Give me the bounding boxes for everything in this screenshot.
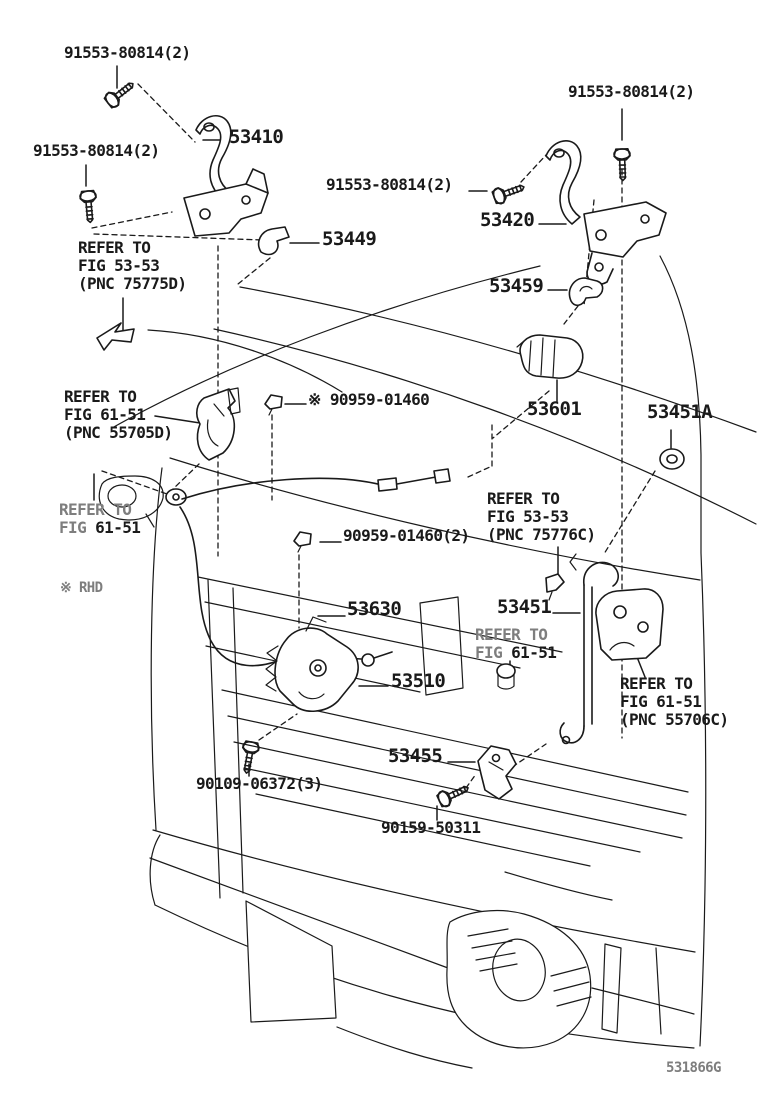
note-rhd: [60, 580, 102, 596]
refer-fig-53-53-75776c-line: [487, 508, 595, 526]
striker-55706c: [596, 589, 663, 660]
figure-code: [666, 1060, 721, 1076]
figure-code-line: [666, 1060, 721, 1076]
part-label-53459: [489, 276, 543, 297]
part-label-53420-line: [480, 210, 534, 231]
part-label-53410-line: [229, 127, 283, 148]
part-label-53451: [497, 597, 551, 618]
refer-fig-61-51-center-text: REFER TO: [475, 625, 548, 644]
bolt-label-90109-text: 90109-06372(3): [196, 774, 323, 793]
clip-90959-2: [294, 532, 311, 552]
part-label-53420-text: 53420: [480, 209, 535, 231]
bolt-label-91553-center-line: [326, 176, 452, 194]
refer-fig-61-51-55705d-text: REFER TO: [64, 387, 137, 406]
note-rhd-line: [60, 580, 102, 596]
refer-fig-61-51-left-line: [59, 501, 140, 519]
lever-53455: [478, 746, 516, 799]
bolt-label-91553-top-right-line: [568, 83, 694, 101]
refer-fig-61-51-55706c: [620, 675, 728, 729]
license-plate-recess: [246, 901, 336, 1022]
screw-label-90159-text: 90159-50311: [381, 818, 481, 837]
part-label-53455-text: 53455: [388, 745, 443, 767]
refer-fig-53-53-75775d-text: FIG 53-53: [78, 256, 160, 275]
part-label-53630: [347, 599, 401, 620]
part-label-53420: [480, 210, 534, 231]
part-label-53451a-text: 53451A: [647, 401, 713, 423]
refer-fig-61-51-55706c-text: (PNC 55706C): [620, 710, 729, 729]
bolt-label-91553-top-right-text: 91553-80814(2): [568, 82, 695, 101]
refer-fig-61-51-left-line: [59, 519, 140, 537]
part-label-53510-line: [391, 671, 445, 692]
note-rhd-text: ※ RHD: [60, 580, 103, 596]
bolt-label-91553-center-text: 91553-80814(2): [326, 175, 453, 194]
bolt-label-91553-top-left-line: [64, 44, 190, 62]
bolt-label-90109-line: [196, 775, 322, 793]
bolt-label-91553-center: [326, 176, 452, 194]
part-label-53451-line: [497, 597, 551, 618]
part-label-53601-text: 53601: [527, 398, 582, 420]
hood-hinge-rh-53420: [546, 141, 666, 284]
bolt-label-91553-left: [33, 142, 159, 160]
part-label-53630-line: [347, 599, 401, 620]
cowl-clip-75775d: [97, 323, 134, 350]
refer-fig-53-53-75775d-line: [78, 275, 186, 293]
part-label-53510-text: 53510: [391, 670, 446, 692]
part-label-53455-line: [388, 746, 442, 767]
refer-fig-53-53-75776c-text: FIG 53-53: [487, 507, 569, 526]
refer-fig-61-51-left-text: 61-51: [95, 518, 141, 537]
clip-label-90959-2-text: 90959-01460(2): [343, 526, 470, 545]
screw-label-90159: [381, 819, 480, 837]
lock-cylinder-53601: [517, 335, 583, 378]
headlamp-bracket-55705d: [197, 388, 240, 460]
part-label-53449-line: [322, 229, 376, 250]
refer-fig-53-53-75775d: [78, 239, 186, 293]
part-label-53601-line: [527, 399, 581, 420]
refer-fig-61-51-55706c-text: REFER TO: [620, 674, 693, 693]
part-label-53455: [388, 746, 442, 767]
part-label-53510: [391, 671, 445, 692]
refer-fig-61-51-55705d-line: [64, 424, 172, 442]
refer-fig-61-51-55705d-line: [64, 406, 172, 424]
clip-label-90959-rhd-text: ※ 90959-01460: [308, 390, 430, 409]
hook-53459: [569, 278, 602, 305]
refer-fig-53-53-75776c-line: [487, 526, 595, 544]
clip-label-90959-2: [343, 527, 469, 545]
bolt-label-91553-top-left: [64, 44, 190, 62]
fog-lamp: [447, 911, 591, 1048]
refer-fig-61-51-55705d-line: [64, 388, 172, 406]
figure-code-text: 531866G: [666, 1060, 721, 1076]
part-label-53459-line: [489, 276, 543, 297]
refer-fig-53-53-75775d-text: REFER TO: [78, 238, 151, 257]
clip-label-90959-rhd-line: [308, 391, 429, 409]
refer-fig-53-53-75776c-text: REFER TO: [487, 489, 560, 508]
part-label-53449-text: 53449: [322, 228, 377, 250]
bolt-label-91553-top-right: [568, 83, 694, 101]
part-label-53459-text: 53459: [489, 275, 544, 297]
refer-fig-61-51-55705d-text: (PNC 55705D): [64, 423, 173, 442]
refer-fig-53-53-75776c-text: (PNC 75776C): [487, 525, 596, 544]
screw-90159: [436, 781, 471, 809]
part-label-53449: [322, 229, 376, 250]
screw-label-90159-line: [381, 819, 480, 837]
front-bumper: [150, 830, 695, 1068]
refer-fig-53-53-75775d-line: [78, 239, 186, 257]
bolt-label-91553-top-left-text: 91553-80814(2): [64, 43, 191, 62]
part-label-53410: [229, 127, 283, 148]
refer-fig-61-51-55706c-line: [620, 675, 728, 693]
part-label-53451-text: 53451: [497, 596, 552, 618]
refer-fig-61-51-55706c-line: [620, 711, 728, 729]
refer-fig-61-51-55706c-text: FIG 61-51: [620, 692, 702, 711]
refer-fig-61-51-left-text: REFER TO: [59, 500, 132, 519]
bolt-label-91553-left-text: 91553-80814(2): [33, 141, 160, 160]
bolt-label-90109: [196, 775, 322, 793]
refer-fig-61-51-left: [59, 501, 140, 537]
refer-fig-53-53-75775d-line: [78, 257, 186, 275]
refer-fig-61-51-55706c-line: [620, 693, 728, 711]
part-label-53601: [527, 399, 581, 420]
part-label-53410-text: 53410: [229, 126, 284, 148]
part-label-53451a-line: [647, 402, 712, 423]
clip-53449: [259, 227, 289, 255]
refer-fig-61-51-55705d: [64, 388, 172, 442]
clip-label-90959-2-line: [343, 527, 469, 545]
grommet-center: [497, 664, 515, 689]
clip-90959-1: [265, 395, 282, 415]
refer-fig-61-51-center-text: FIG: [475, 643, 512, 662]
refer-fig-61-51-55705d-text: FIG 61-51: [64, 405, 146, 424]
part-label-53630-text: 53630: [347, 598, 402, 620]
refer-fig-53-53-75776c: [487, 490, 595, 544]
refer-fig-61-51-center: [475, 626, 556, 662]
vehicle-body-outline: [112, 256, 756, 1046]
refer-fig-53-53-75775d-text: (PNC 75775D): [78, 274, 187, 293]
grommet-53451a: [660, 449, 684, 469]
refer-fig-61-51-center-line: [475, 644, 556, 662]
bolt-label-91553-left-line: [33, 142, 159, 160]
refer-fig-53-53-75776c-line: [487, 490, 595, 508]
refer-fig-61-51-center-text: 61-51: [511, 643, 557, 662]
refer-fig-61-51-center-line: [475, 626, 556, 644]
clip-label-90959-rhd: [308, 391, 429, 409]
refer-fig-61-51-left-text: FIG: [59, 518, 96, 537]
part-label-53451a: [647, 402, 712, 423]
